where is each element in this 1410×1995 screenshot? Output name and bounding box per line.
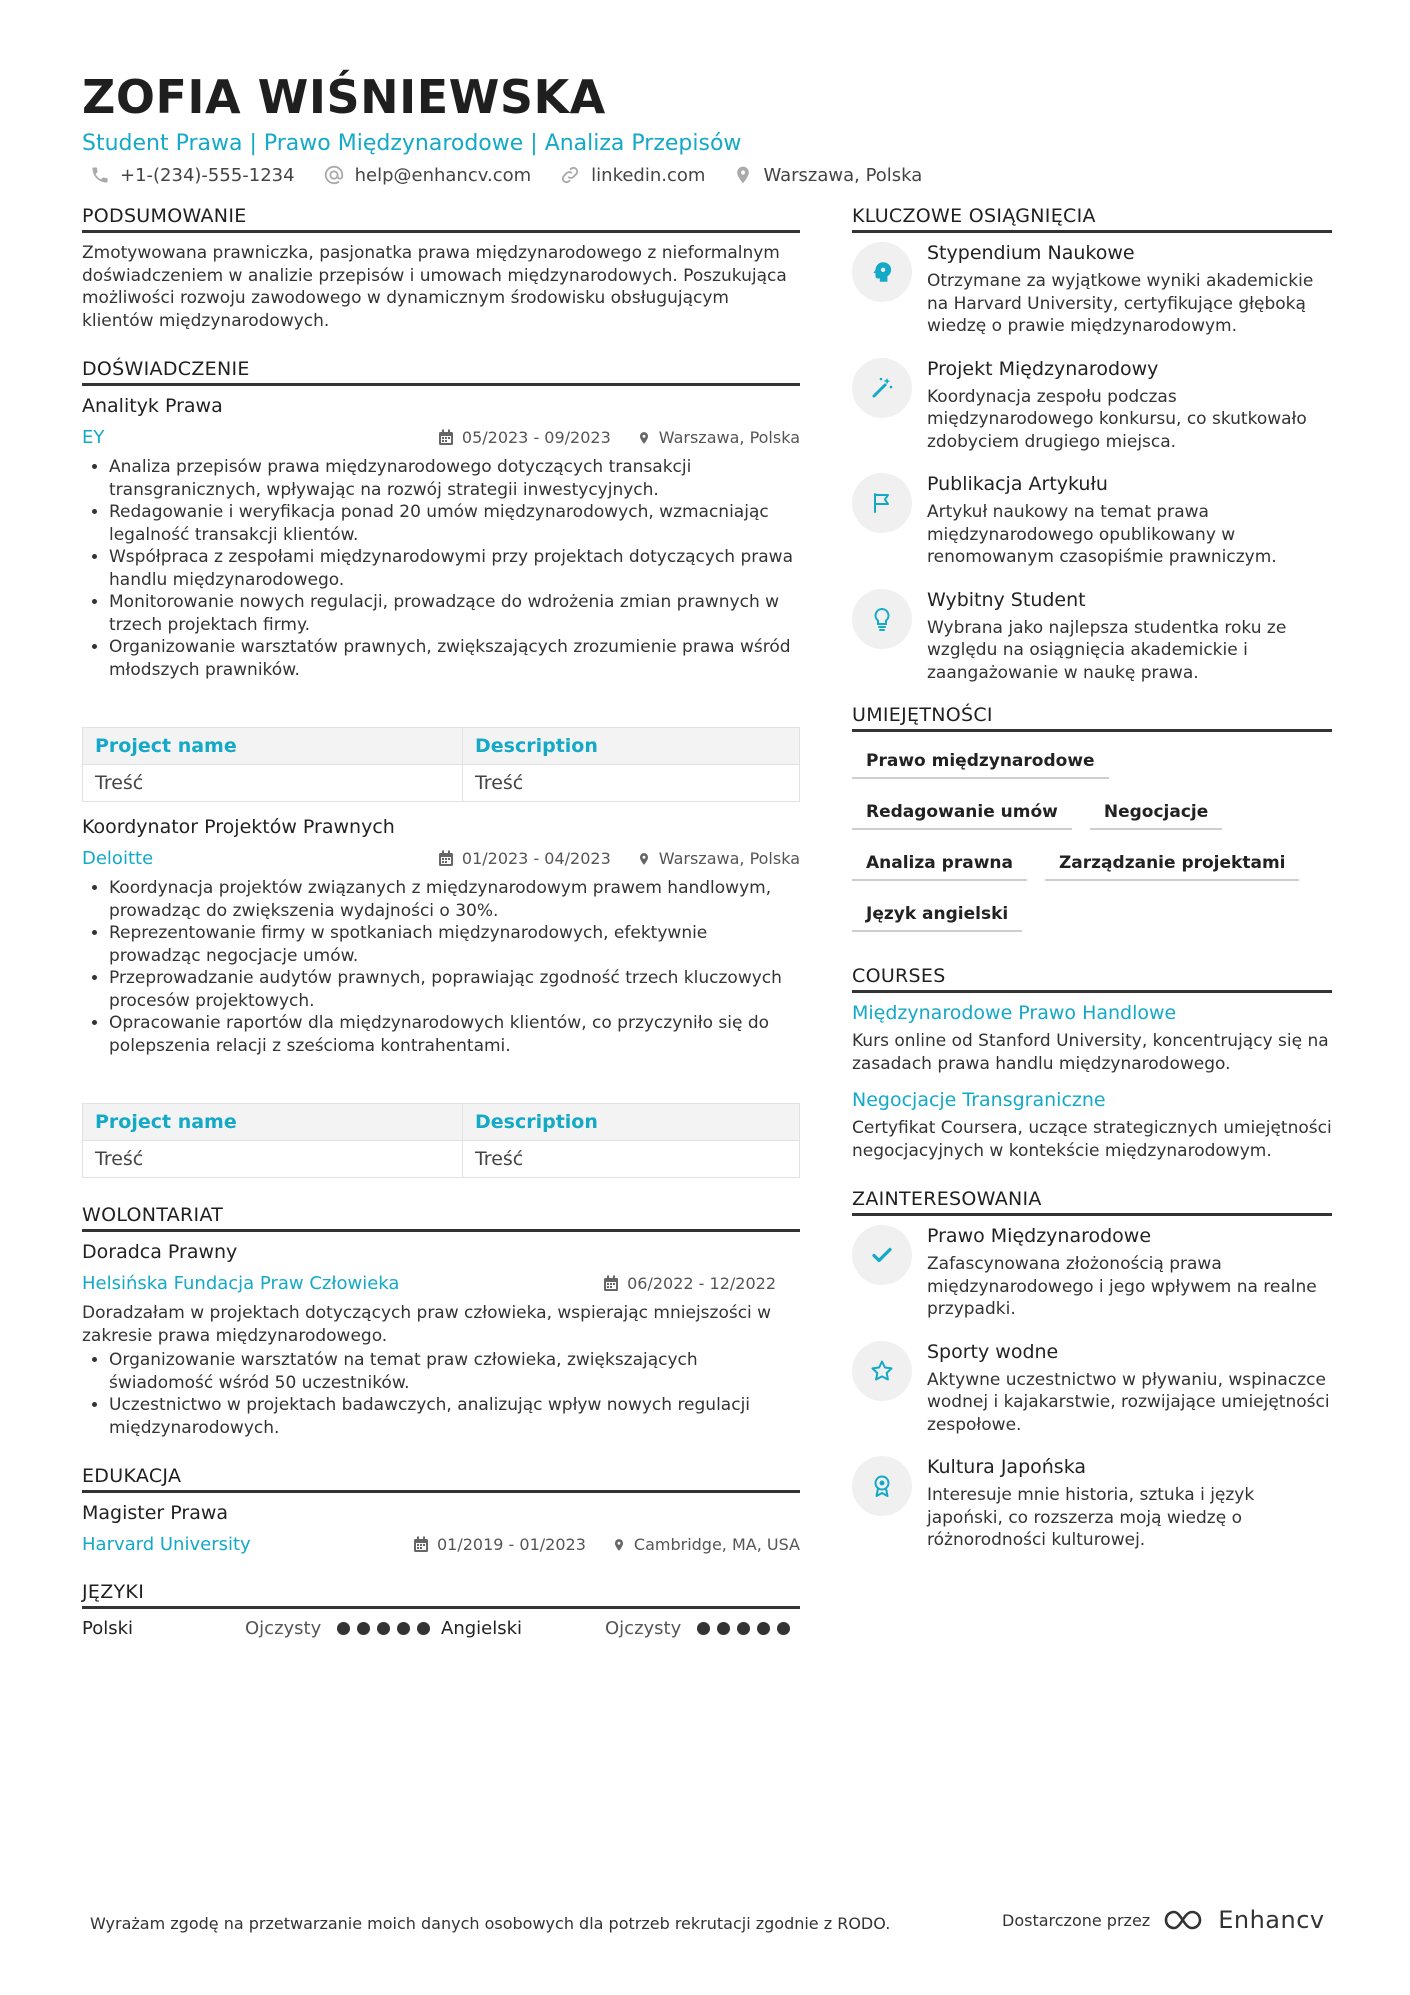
course-text: Kurs online od Stanford University, koncentrujący się na zasadach prawa handlu międzynarodowego. [852,1031,1329,1074]
volunteer-description: Doradzałam w projektach dotyczących praw człowieka, wspierając mniejszości w zakresie prawa międzynarodowego. [82,1303,772,1346]
project-table [82,1103,800,1178]
interest-item [852,1225,1332,1321]
language-level: Ojczysty [605,1618,682,1639]
rating-dot [737,1622,750,1635]
job-dates-text: 05/2023 - 09/2023 [461,428,611,447]
interests-section [852,1188,1332,1552]
rating-dot [397,1622,410,1635]
magic-wand-icon [870,376,894,400]
table-cell: Treść [462,765,799,802]
job-location [637,428,800,447]
at-sign-icon [323,164,345,186]
rating-dot [377,1622,390,1635]
award-icon [870,1474,894,1498]
interest-title: Sporty wodne [927,1340,1059,1363]
bullet-item: • Organizowanie warsztatów prawnych, zwiększających zrozumienie prawa wśród młodszych prawników. [109,636,800,681]
achievement-icon-circle [852,242,912,302]
interest-item [852,1456,1332,1552]
table-cell: Treść [83,765,463,802]
powered-by-text: Dostarczone przez [1002,1910,1151,1930]
skill-tag: Język angielski [852,898,1022,932]
bullet-item: • Redagowanie i weryfikacja ponad 20 umów międzynarodowych, wzmacniając legalność transakcji klientów. [109,501,800,546]
star-icon [870,1359,894,1383]
bullet-item: • Przeprowadzanie audytów prawnych, poprawiając zgodność trzech kluczowych procesów projektowych. [109,967,800,1012]
contact-location [733,164,922,186]
languages-heading: JĘZYKI [82,1581,800,1609]
interest-item [852,1341,1332,1437]
achievement-item [852,242,1332,338]
headline: Student Prawa | Prawo Międzynarodowe | Analiza Przepisów [82,131,742,156]
education-section [82,1465,800,1555]
location-text: Warszawa, Polska [763,164,923,186]
experience-section [82,358,800,1178]
courses-section [852,965,1332,1162]
skills-list [852,741,1332,949]
location-pin-icon [612,1536,626,1554]
volunteer-dates [603,1274,776,1293]
bullet-item: • Reprezentowanie firmy w spotkaniach międzynarodowych, efektywnie prowadząc negocjacje umów. [109,922,800,967]
rating-dot [337,1622,350,1635]
brain-icon [869,259,895,285]
language-name: Angielski [441,1618,523,1639]
table-header: Description [462,728,799,765]
interest-text: Zafascynowana złożonością prawa międzynarodowego i jego wpływem na realne przypadki. [927,1254,1317,1319]
skill-tag: Negocjacje [1090,796,1222,830]
volunteer-dates-text: 06/2022 - 12/2022 [627,1274,776,1293]
calendar-icon [413,1536,429,1553]
contact-linkedin[interactable] [559,164,705,186]
experience-heading: DOŚWIADCZENIE [82,358,800,386]
rating-dot [757,1622,770,1635]
education-dates [413,1535,586,1554]
skills-section [852,704,1332,949]
calendar-icon [438,850,454,867]
interest-icon-circle [852,1341,912,1401]
rating-dot [417,1622,430,1635]
interest-text: Interesuje mnie historia, sztuka i język japoński, co rozszerza moją wiedzę o różnorodności kulturowej. [927,1485,1255,1550]
bullet-item: • Monitorowanie nowych regulacji, prowadzące do wdrożenia zmian prawnych w trzech projektach firmy. [109,591,800,636]
checkmark-icon [870,1243,894,1267]
bullet-item: • Organizowanie warsztatów na temat praw człowieka, zwiększających świadomość wśród 50 uczestników. [109,1349,800,1394]
enhancv-logo-icon [1162,1907,1210,1933]
left-column [82,205,800,1639]
rating-dot [357,1622,370,1635]
gdpr-consent: Wyrażam zgodę na przetwarzanie moich danych osobowych dla potrzeb rekrutacji zgodnie z RODO. [90,1914,891,1933]
language-entry [441,1618,797,1639]
education-heading: EDUKACJA [82,1465,800,1493]
brand-name: Enhancv [1218,1906,1325,1934]
achievement-item [852,473,1332,569]
achievement-title: Stypendium Naukowe [927,242,1135,264]
location-pin-icon [733,164,753,186]
rating-dot [717,1622,730,1635]
candidate-name: ZOFIA WIŚNIEWSKA [82,70,606,124]
course-title: Negocjacje Transgraniczne [852,1089,1106,1111]
skill-tag: Redagowanie umów [852,796,1072,830]
volunteer-role: Doradca Prawny [82,1241,238,1263]
company-name: Deloitte [82,848,154,869]
education-location-text: Cambridge, MA, USA [633,1535,800,1554]
job-dates-text: 01/2023 - 04/2023 [461,849,611,868]
footer-brand [1002,1906,1325,1934]
bullet-item: • Uczestnictwo w projektach badawczych, analizując wpływ nowych regulacji międzynarodowych. [109,1394,800,1439]
job-location [637,849,800,868]
interest-icon-circle [852,1456,912,1516]
achievement-icon-circle [852,358,912,418]
achievements-section [852,205,1332,684]
achievement-item [852,358,1332,454]
courses-heading: COURSES [852,965,1332,993]
achievement-item [852,589,1332,685]
summary-section [82,205,800,332]
table-cell: Treść [462,1141,799,1178]
bullet-item: • Współpraca z zespołami międzynarodowymi przy projektach dotyczących prawa handlu międzynarodowego. [109,546,800,591]
course-text: Certyfikat Coursera, uczące strategicznych umiejętności negocjacyjnych w kontekście międzynarodowym. [852,1118,1332,1161]
bullet-item: • Analiza przepisów prawa międzynarodowego dotyczących transakcji transgranicznych, wpływając na rozwój strategii inwestycyjnych. [109,456,800,501]
language-level: Ojczysty [245,1618,322,1639]
job-entry [82,816,800,1178]
rating-dot [697,1622,710,1635]
phone-text: +1-(234)-555-1234 [120,164,295,186]
language-entry [82,1618,441,1639]
achievement-text: Wybrana jako najlepsza studentka roku ze względu na osiągnięcia akademickie i zaangażowanie w naukę prawa. [927,617,1287,683]
volunteer-section [82,1204,800,1439]
achievement-title: Wybitny Student [927,588,1086,611]
job-bullets [82,456,800,681]
job-location-text: Warszawa, Polska [658,849,800,868]
skills-heading: UMIEJĘTNOŚCI [852,704,1332,732]
job-bullets [82,877,800,1057]
languages-section [82,1581,800,1639]
volunteer-bullets [82,1349,800,1439]
course-item [852,1089,1332,1162]
achievement-text: Artykuł naukowy na temat prawa międzynarodowego opublikowany w renomowanym czasopiśmie prawniczym. [927,502,1277,567]
right-column [852,205,1332,1572]
skill-tag: Prawo międzynarodowe [852,745,1109,779]
education-dates-text: 01/2019 - 01/2023 [437,1535,586,1554]
table-cell: Treść [83,1141,463,1178]
interests-heading: ZAINTERESOWANIA [852,1188,1332,1216]
achievement-text: Koordynacja zespołu podczas międzynarodowego konkursu, co skutkowało zdobyciem drugiego miejsca. [927,386,1307,452]
linkedin-text: linkedin.com [591,164,706,186]
language-rating [697,1622,797,1635]
education-location [612,1535,800,1554]
link-icon [559,164,581,186]
flag-icon [870,491,894,515]
job-title: Analityk Prawa [82,395,223,417]
achievement-icon-circle [852,589,912,649]
table-header: Project name [83,728,463,765]
achievement-icon-circle [852,473,912,533]
project-table [82,727,800,802]
location-pin-icon [637,429,651,447]
achievement-title: Projekt Międzynarodowy [927,357,1159,380]
interest-text: Aktywne uczestnictwo w pływaniu, wspinaczce wodnej i kajakarstwie, rozwijające umiejętności zespołowe. [927,1369,1330,1435]
contact-email[interactable] [323,164,532,186]
language-name: Polski [82,1618,134,1639]
email-text: help@enhancv.com [354,164,532,186]
school-name: Harvard University [82,1534,251,1555]
volunteer-org: Helsińska Fundacja Praw Człowieka [82,1273,400,1294]
table-header: Description [462,1104,799,1141]
language-rating [337,1622,437,1635]
job-title: Koordynator Projektów Prawnych [82,816,395,838]
course-item [852,1002,1332,1075]
calendar-icon [438,429,454,446]
bullet-item: • Koordynacja projektów związanych z międzynarodowym prawem handlowym, prowadząc do zwiększenia wydajności o 30%. [109,877,800,922]
interest-title: Kultura Japońska [927,1456,1087,1478]
job-dates [438,849,611,868]
interest-title: Prawo Międzynarodowe [927,1225,1152,1247]
achievement-title: Publikacja Artykułu [927,473,1108,495]
table-header: Project name [83,1104,463,1141]
summary-text: Zmotywowana prawniczka, pasjonatka prawa międzynarodowego z nieformalnym doświadczeniem w analizie przepisów i umowach międzynarodowych. Poszukująca możliwości rozwoju zawodowego w dynamicznym środowisku obsługującym klientów międzynarodowych. [82,243,787,331]
job-dates [438,428,611,447]
interest-icon-circle [852,1225,912,1285]
rating-dot [777,1622,790,1635]
company-name: EY [82,427,105,448]
location-pin-icon [637,850,651,868]
contact-phone [90,165,295,186]
skill-tag: Zarządzanie projektami [1045,847,1300,881]
skill-tag: Analiza prawna [852,847,1027,881]
job-entry [82,395,800,802]
calendar-icon [603,1275,619,1292]
job-location-text: Warszawa, Polska [658,428,800,447]
course-title: Międzynarodowe Prawo Handlowe [852,1002,1177,1024]
volunteer-heading: WOLONTARIAT [82,1204,800,1232]
contact-bar [90,161,950,189]
degree: Magister Prawa [82,1502,229,1524]
bullet-item: • Opracowanie raportów dla międzynarodowych klientów, co przyczyniło się do polepszenia relacji z sześcioma kontrahentami. [109,1012,800,1057]
achievements-heading: KLUCZOWE OSIĄGNIĘCIA [852,205,1332,233]
summary-heading: PODSUMOWANIE [82,205,800,233]
languages-row [82,1618,800,1639]
achievement-text: Otrzymane za wyjątkowe wyniki akademickie na Harvard University, certyfikujące głęboką wiedzę o prawie międzynarodowym. [927,271,1314,336]
phone-icon [90,165,110,185]
lightbulb-icon [870,607,894,631]
